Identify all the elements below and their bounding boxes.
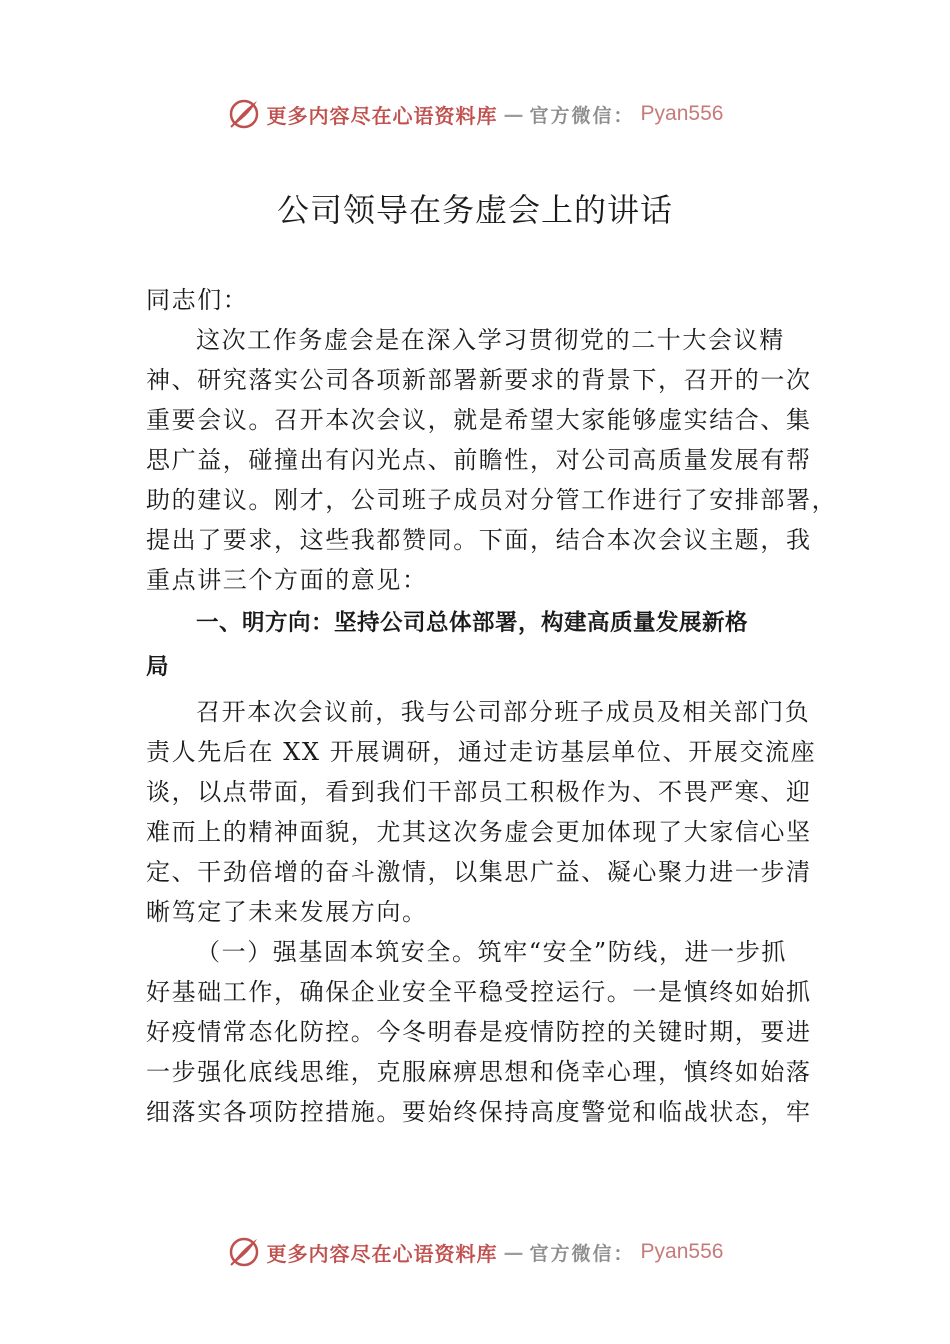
watermark-id: Pyan556	[640, 102, 724, 125]
watermark-footer	[0, 1230, 950, 1274]
paragraph-line: 好疫情常态化防控。今冬明春是疫情防控的关键时期，要进	[146, 1018, 812, 1046]
section-heading-cont: 局	[146, 654, 170, 680]
watermark-sub-text: 官方微信：	[529, 1242, 635, 1265]
watermark-header	[0, 92, 950, 136]
paragraph-line: 神、研究落实公司各项新部署新要求的背景下，召开的一次	[146, 366, 812, 394]
paragraph-line: 定、干劲倍增的奋斗激情，以集思广益、凝心聚力进一步清	[146, 858, 812, 886]
watermark-id: Pyan556	[640, 1240, 724, 1263]
paragraph-line: 召开本次会议前，我与公司部分班子成员及相关部门负	[196, 698, 811, 726]
paragraph-line: 重要会议。召开本次会议，就是希望大家能够虚实结合、集	[146, 406, 812, 434]
document-title: 公司领导在务虚会上的讲话	[276, 191, 673, 229]
paragraph-line: 好基础工作，确保企业安全平稳受控运行。一是慎终如始抓	[146, 978, 812, 1006]
section-heading: 一、明方向：坚持公司总体部署，构建高质量发展新格	[196, 610, 749, 636]
paragraph-line: 助的建议。刚才，公司班子成员对分管工作进行了安排部署，	[146, 486, 838, 514]
watermark-dash: —	[503, 102, 524, 126]
document-body	[146, 280, 838, 1132]
paragraph-line: 责人先后在 XX 开展调研，通过走访基层单位、开展交流座	[146, 738, 817, 766]
paragraph-line: 细落实各项防控措施。要始终保持高度警觉和临战状态，牢	[146, 1098, 812, 1126]
paragraph-line: 一步强化底线思维，克服麻痹思想和侥幸心理，慎终如始落	[146, 1058, 812, 1086]
watermark-sub-text: 官方微信：	[529, 104, 635, 127]
paragraph-line: 这次工作务虚会是在深入学习贯彻党的二十大会议精	[196, 326, 785, 354]
paragraph-line: 思广益，碰撞出有闪光点、前瞻性，对公司高质量发展有帮	[146, 446, 812, 474]
watermark-dash: —	[503, 1240, 524, 1264]
quill-logo-icon	[227, 1235, 261, 1269]
paragraph-line: （一）强基固本筑安全。筑牢“安全”防线，进一步抓	[196, 938, 787, 966]
watermark-main-text: 更多内容尽在心语资料库	[266, 103, 498, 128]
paragraph-line: 难而上的精神面貌，尤其这次务虚会更加体现了大家信心坚	[146, 818, 812, 846]
paragraph-line: 晰笃定了未来发展方向。	[146, 898, 428, 926]
paragraph-line: 谈，以点带面，看到我们干部员工积极作为、不畏严寒、迎	[146, 778, 812, 806]
watermark-main-text: 更多内容尽在心语资料库	[266, 1241, 498, 1266]
quill-logo-icon	[227, 97, 261, 131]
salutation: 同志们：	[146, 286, 249, 314]
paragraph-line: 重点讲三个方面的意见：	[146, 566, 428, 594]
paragraph-line: 提出了要求，这些我都赞同。下面，结合本次会议主题，我	[146, 526, 812, 554]
